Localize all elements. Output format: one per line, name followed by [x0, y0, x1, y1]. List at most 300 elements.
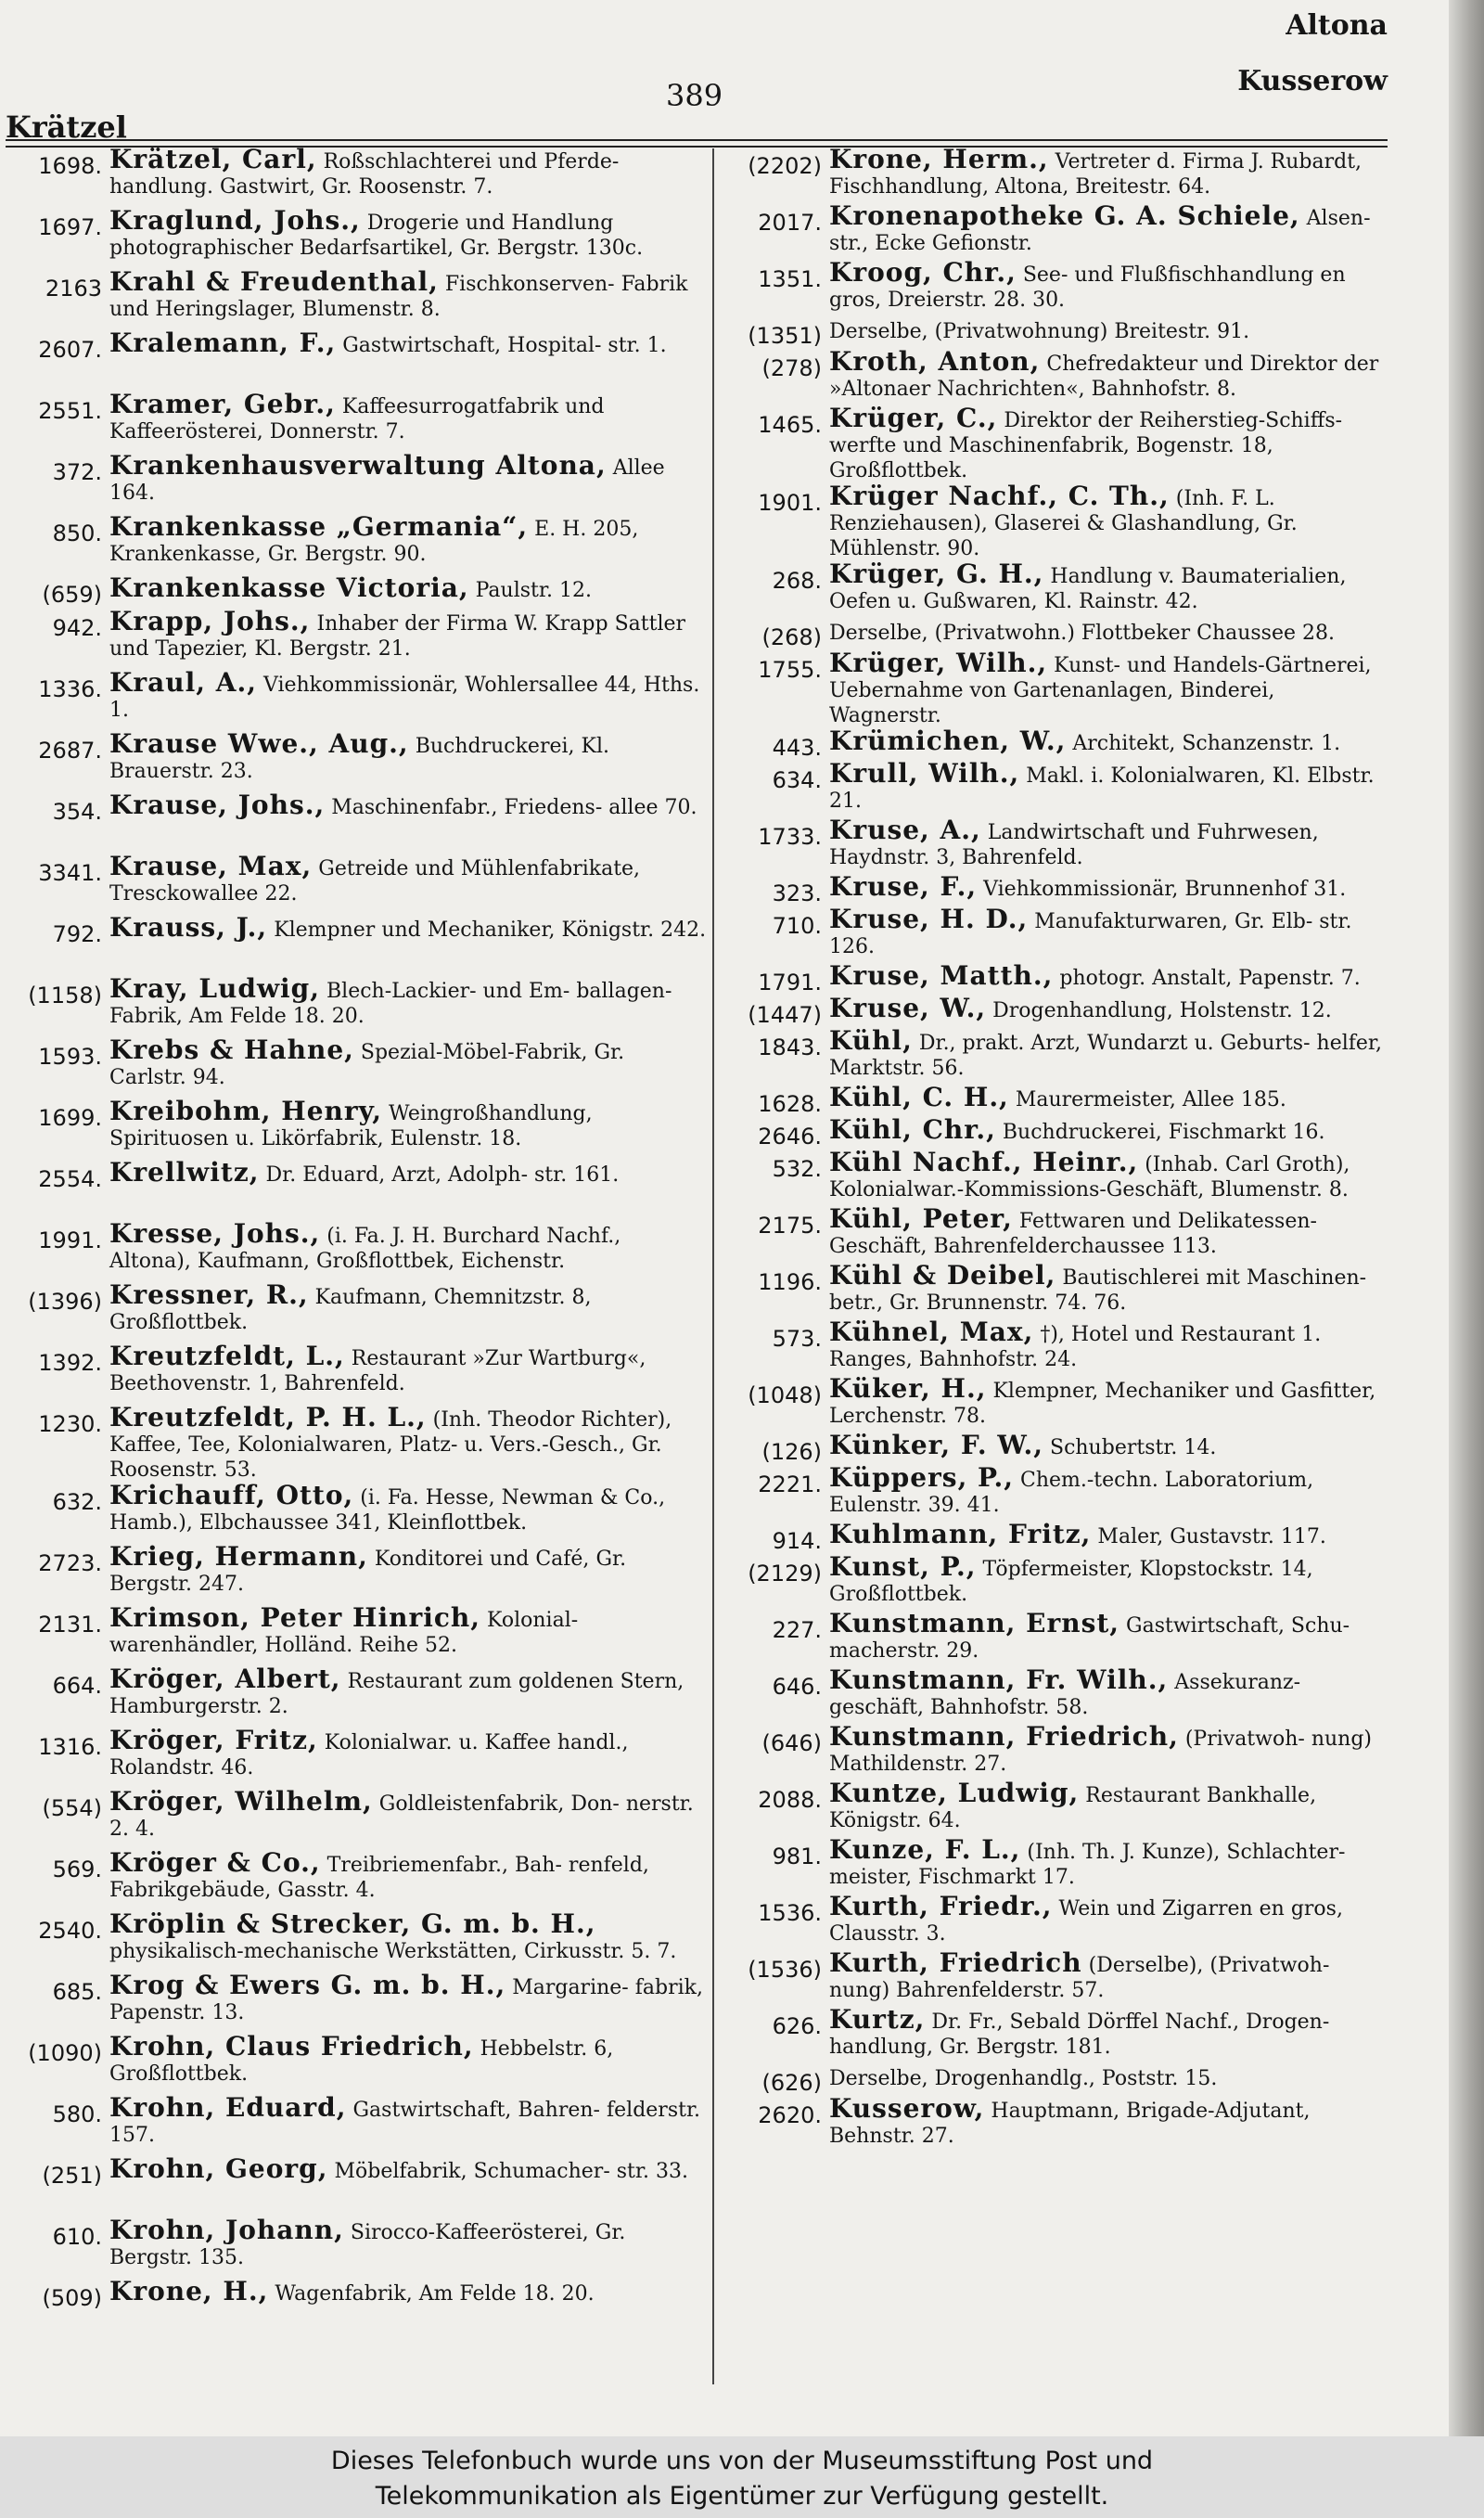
subscriber-name: Kralemann, F., — [109, 328, 337, 358]
subscriber-description: Maler, Gustavstr. 117. — [1097, 1525, 1326, 1548]
subscriber-address: Großflottbek. — [829, 1583, 968, 1606]
phone-number: (251) — [42, 2163, 102, 2189]
subscriber-name: Krull, Wilh., — [829, 758, 1020, 789]
phone-number: (268) — [761, 624, 822, 650]
subscriber-description: Alsen- — [1306, 207, 1371, 230]
subscriber-address: der »Altonaer Nachrichten«, Bahnhofstr. 8. — [829, 353, 1379, 401]
directory-entry — [2, 511, 707, 575]
entry-text — [102, 728, 707, 784]
subscriber-description: Assekuranz- — [1174, 1671, 1301, 1694]
directory-entry — [720, 1260, 1388, 1319]
subscriber-description: Chem.-techn. Laboratorium, — [1019, 1469, 1314, 1492]
subscriber-name: Krankenkasse „Germania“, — [109, 511, 529, 542]
subscriber-description: Goldleistenfabrik, Don- — [378, 1792, 620, 1816]
phone-number: 1843. — [758, 1034, 822, 1060]
entry-text — [102, 912, 707, 943]
directory-entry — [720, 758, 1388, 817]
directory-entry — [2, 2092, 707, 2156]
subscriber-address: helfer, Marktstr. 56. — [829, 1032, 1383, 1080]
phone-number: 685. — [52, 1979, 102, 2005]
subscriber-address: meister, Fischmarkt 17. — [829, 1866, 1075, 1889]
subscriber-name: Kurth, Friedrich — [829, 1947, 1082, 1978]
phone-number: (646) — [761, 1730, 822, 1756]
subscriber-description: Fettwaren und Delikatessen- — [1018, 1210, 1317, 1233]
directory-entry — [2, 330, 707, 392]
subscriber-name: Krahl & Freudenthal, — [109, 266, 439, 297]
directory-entry — [720, 906, 1388, 963]
phone-number: 1196. — [758, 1269, 822, 1295]
directory-entry — [2, 1725, 707, 1789]
subscriber-name: Kuntze, Ludwig, — [829, 1778, 1080, 1808]
entry-text — [102, 2276, 707, 2306]
subscriber-address: Haydnstr. 3, Bahrenfeld. — [829, 846, 1083, 869]
subscriber-description: Manufakturwaren, Gr. Elb- — [1034, 910, 1313, 933]
phone-number: 2540. — [38, 1918, 102, 1944]
entry-text — [102, 792, 707, 820]
phone-number: (1158) — [28, 983, 102, 1008]
subscriber-name: Kresse, Johs., — [109, 1218, 321, 1249]
subscriber-description: Spezial-Möbel-Fabrik, — [360, 1041, 588, 1064]
entry-text — [822, 257, 1388, 313]
subscriber-name: Kurth, Friedr., — [829, 1891, 1053, 1921]
subscriber-address: allee 70. — [608, 796, 697, 819]
subscriber-address: Fischhandlung, Altona, Breitestr. 64. — [829, 175, 1211, 199]
entry-text — [102, 851, 707, 906]
subscriber-description: Restaurant zum goldenen — [347, 1670, 614, 1693]
directory-entry — [720, 2093, 1388, 2152]
subscriber-description: (Inh. Theodor — [432, 1408, 575, 1432]
subscriber-description: Gastwirtschaft, Bahren- — [352, 2099, 600, 2122]
entry-text — [822, 871, 1388, 902]
subscriber-name: Kramer, Gebr., — [109, 389, 336, 419]
entry-text — [822, 1025, 1388, 1081]
phone-number: 1316. — [38, 1734, 102, 1760]
directory-entry — [720, 1114, 1388, 1150]
subscriber-address: Nachf., Altona), Kaufmann, Großflottbek, Eichenstr. — [109, 1225, 621, 1273]
entry-text — [102, 266, 707, 322]
subscriber-address: Behnstr. 27. — [829, 2125, 954, 2148]
directory-entry — [720, 650, 1388, 728]
subscriber-description: Dr. Fr., Sebald Dörffel Nachf., Drogen- — [931, 2011, 1330, 2034]
entry-text — [822, 1780, 1388, 1833]
subscriber-address: Beethovenstr. 1, Bahrenfeld. — [109, 1372, 405, 1395]
running-head-last-entry: Kusserow — [1237, 65, 1388, 97]
phone-number: 792. — [52, 921, 102, 947]
subscriber-address: Clausstr. 3. — [829, 1922, 946, 1946]
subscriber-description: Paulstr. 12. — [475, 579, 592, 602]
subscriber-name: Krause Wwe., Aug., — [109, 728, 409, 759]
directory-entry — [720, 483, 1388, 561]
subscriber-description: Wein und Zigarren en gros, — [1058, 1897, 1343, 1921]
subscriber-description: Makl. i. Kolonialwaren, Kl. — [1026, 764, 1301, 788]
subscriber-description: E. H. 205, — [534, 518, 639, 541]
directory-entry — [2, 1908, 707, 1972]
entry-text — [102, 1402, 707, 1483]
subscriber-address: physikalisch-mechanische Werkstätten, Cirkusstr. 5. 7. — [109, 1940, 677, 1963]
subscriber-address: Königstr. 64. — [829, 1809, 961, 1832]
entry-text — [822, 1462, 1388, 1518]
directory-entry — [2, 572, 707, 609]
subscriber-name: Krauss, J., — [109, 912, 268, 943]
subscriber-description: Weingroßhandlung, — [389, 1102, 593, 1125]
entry-text — [102, 1602, 707, 1658]
phone-number: 354. — [52, 799, 102, 825]
subscriber-description: Töpfermeister, Klopstockstr. 14, — [982, 1558, 1313, 1581]
subscriber-description: Klempner und Mechaniker, — [274, 919, 556, 942]
directory-entry — [720, 316, 1388, 349]
subscriber-name: Krichauff, Otto, — [109, 1480, 354, 1510]
subscriber-description: Buchdruckerei, Kl. — [415, 735, 609, 758]
subscriber-description: Inhaber der Firma W. Krapp — [316, 612, 608, 636]
phone-number: 2017. — [758, 210, 822, 236]
entry-text — [822, 1260, 1388, 1316]
phone-number: 1698. — [38, 153, 102, 179]
phone-number: 268. — [772, 568, 822, 594]
phone-number: 580. — [52, 2101, 102, 2127]
directory-entry — [2, 1218, 707, 1282]
entry-text — [822, 316, 1388, 344]
entry-text — [822, 1373, 1388, 1429]
entry-text — [822, 561, 1388, 614]
subscriber-address: en gros, Dreierstr. 28. 30. — [829, 263, 1346, 312]
directory-entry — [720, 1462, 1388, 1522]
entry-text — [102, 389, 707, 444]
subscriber-name: Krog & Ewers G. m. b. H., — [109, 1970, 506, 2000]
subscriber-address: photographischer Bedarfsartikel, Gr. Bergstr. 130c. — [109, 237, 644, 260]
directory-entry — [2, 1666, 707, 1728]
directory-entry — [720, 1432, 1388, 1465]
subscriber-name: Krüger, G. H., — [829, 559, 1044, 589]
phone-number: (554) — [42, 1795, 102, 1821]
phone-number: (1351) — [748, 323, 822, 349]
phone-number: 2221. — [758, 1471, 822, 1497]
subscriber-name: Kruse, Matth., — [829, 960, 1054, 991]
directory-entry — [2, 205, 707, 269]
subscriber-description: Maurermeister, Allee 185. — [1015, 1088, 1286, 1111]
phone-number: 1536. — [758, 1900, 822, 1926]
entry-text — [822, 1664, 1388, 1720]
footer-line-2: Telekommunikation als Eigentümer zur Verfügung gestellt. — [375, 2482, 1109, 2511]
subscriber-name: Küker, H., — [829, 1373, 987, 1404]
subscriber-name: Kühl, C. H., — [829, 1082, 1009, 1112]
entry-text — [822, 2004, 1388, 2060]
subscriber-name: Kreutzfeldt, L., — [109, 1341, 345, 1371]
subscriber-description: Gastwirtschaft, Schu- — [1126, 1614, 1350, 1638]
directory-entry — [720, 1319, 1388, 1376]
phone-number: 2620. — [758, 2102, 822, 2128]
subscriber-description: Kunst- und Handels-Gärtnerei, — [1054, 654, 1372, 677]
entry-text — [102, 2031, 707, 2087]
directory-entry — [2, 973, 707, 1037]
directory-entry — [2, 1972, 707, 2034]
subscriber-description: Buchdruckerei, Fischmarkt 16. — [1002, 1121, 1325, 1144]
subscriber-description: Viehkommissionär, Brunnenhof 31. — [983, 878, 1347, 901]
phone-number: 1791. — [758, 970, 822, 996]
subscriber-description: Chefredakteur und Direktor — [1046, 353, 1337, 376]
phone-number: (659) — [42, 582, 102, 608]
directory-entry — [2, 144, 707, 208]
subscriber-address: Kolonialwar.-Kommissions-Geschäft, Blumenstr. 8. — [829, 1178, 1349, 1201]
subscriber-name: Kusserow, — [829, 2093, 985, 2124]
subscriber-name: Krimson, Peter Hinrich, — [109, 1602, 481, 1633]
directory-entry — [720, 1147, 1388, 1206]
subscriber-name: Krohn, Eduard, — [109, 2092, 347, 2123]
phone-number: 443. — [772, 735, 822, 761]
entry-text — [102, 1908, 707, 1964]
entry-text — [102, 1847, 707, 1903]
subscriber-name: Kühl Nachf., Heinr., — [829, 1147, 1139, 1177]
directory-entry — [720, 346, 1388, 405]
subscriber-address: Richter), Kaffee, Tee, Kolonialwaren, Platz- u. Vers.-Gesch., Gr. Roosenstr. 53. — [109, 1408, 672, 1482]
subscriber-name: Krellwitz, — [109, 1157, 260, 1188]
phone-number: (1447) — [748, 1002, 822, 1028]
subscriber-name: Krüger, Wilh., — [829, 648, 1048, 678]
subscriber-description: (Derselbe), (Privatwoh- — [1088, 1954, 1330, 1977]
entry-text — [822, 1147, 1388, 1202]
directory-entry — [720, 1519, 1388, 1554]
subscriber-address: Uebernahme von Gartenanlagen, Binderei, Wagnerstr. — [829, 679, 1275, 727]
left-column — [2, 144, 707, 2312]
subscriber-name: Krone, H., — [109, 2276, 269, 2306]
subscriber-address: macherstr. 29. — [829, 1639, 979, 1663]
phone-number: 1230. — [38, 1411, 102, 1437]
subscriber-description: (Inhab. Carl Groth), — [1145, 1153, 1350, 1176]
subscriber-name: Krohn, Johann, — [109, 2215, 344, 2245]
phone-number: 1901. — [758, 490, 822, 516]
subscriber-name: Kronenapotheke G. A. Schiele, — [829, 200, 1300, 231]
directory-entry — [720, 1780, 1388, 1837]
entry-text — [102, 1218, 707, 1274]
subscriber-description: Handlung v. Baumaterialien, — [1050, 565, 1347, 588]
subscriber-address: str. 126. — [829, 910, 1352, 958]
subscriber-description: Klempner, Mechaniker und — [992, 1380, 1274, 1403]
phone-number: 981. — [772, 1844, 822, 1869]
phone-number: (278) — [761, 355, 822, 381]
subscriber-address: Geschäft, Bahrenfelderchaussee 113. — [829, 1235, 1217, 1258]
entry-text — [822, 200, 1388, 256]
phone-number: 610. — [52, 2224, 102, 2250]
footer-line-1: Dieses Telefonbuch wurde uns von der Museumsstiftung Post und — [330, 2447, 1154, 2475]
phone-number: 914. — [772, 1528, 822, 1554]
subscriber-description: (i. Fa. J. H. Burchard — [326, 1225, 541, 1248]
subscriber-description: Treibriemenfabr., Bah- — [326, 1854, 562, 1877]
phone-number: 1465. — [758, 412, 822, 438]
subscriber-description: Getreide und Mühlenfabrikate, — [318, 857, 641, 880]
subscriber-address: & Co., Hamb.), Elbchaussee 341, Kleinflottbek. — [109, 1486, 666, 1535]
subscriber-name: Kröger, Wilhelm, — [109, 1786, 373, 1817]
entry-text — [102, 2092, 707, 2148]
directory-entry — [720, 405, 1388, 483]
subscriber-description: Restaurant »Zur Wartburg«, — [351, 1347, 646, 1370]
subscriber-description: Dr. Eduard, Arzt, Adolph- — [265, 1163, 528, 1187]
subscriber-description: †), Hotel und Restaurant — [1040, 1323, 1296, 1346]
subscriber-address: Elbstr. 21. — [829, 764, 1375, 813]
subscriber-address: Großflottbek. — [109, 2062, 249, 2086]
subscriber-address: Oefen u. Gußwaren, Kl. Rainstr. 42. — [829, 590, 1198, 613]
phone-number: 372. — [52, 459, 102, 485]
phone-number: 1392. — [38, 1350, 102, 1376]
phone-number: 1733. — [758, 824, 822, 850]
entry-text — [822, 1947, 1388, 2003]
subscriber-description: Kaffeesurrogatfabrik und — [341, 395, 605, 418]
subscriber-address: str. 161. — [534, 1163, 620, 1187]
entry-text — [822, 758, 1388, 814]
directory-entry — [2, 606, 707, 670]
phone-number: (2129) — [748, 1561, 822, 1587]
subscriber-description: Margarine- — [512, 1976, 629, 1999]
entry-text — [102, 1343, 707, 1396]
subscriber-address: str. 1. — [608, 334, 667, 357]
running-head-place: Altona — [1286, 9, 1388, 42]
phone-number: 227. — [772, 1617, 822, 1643]
subscriber-name: Krohn, Georg, — [109, 2153, 328, 2184]
entry-text — [822, 1721, 1388, 1777]
subscriber-address: Kaffeerösterei, Donnerstr. 7. — [109, 420, 405, 443]
subscriber-address: Gasfitter, Lerchenstr. 78. — [829, 1380, 1376, 1428]
directory-entry — [2, 2276, 707, 2312]
subscriber-name: Kröger, Albert, — [109, 1664, 341, 1694]
directory-entry — [2, 728, 707, 792]
column-divider — [712, 148, 714, 2384]
subscriber-description: Maschinenfabr., Friedens- — [331, 796, 603, 819]
subscriber-name: Kraglund, Johs., — [109, 205, 361, 236]
directory-entry — [720, 1551, 1388, 1611]
subscriber-address: handlung, Gr. Bergstr. 181. — [829, 2036, 1111, 2059]
directory-entry — [2, 1402, 707, 1483]
subscriber-name: Kruse, F., — [829, 871, 978, 902]
subscriber-description: (i. Fa. Hesse, Newman — [360, 1486, 594, 1510]
subscriber-description: Architekt, Schanzenstr. 1. — [1072, 732, 1341, 755]
phone-number: 569. — [52, 1856, 102, 1882]
footer-notice — [0, 2436, 1484, 2518]
subscriber-name: Kunstmann, Fr. Wilh., — [829, 1664, 1169, 1695]
subscriber-address: Bergstr. 135. — [109, 2246, 244, 2269]
subscriber-address: renfeld, Fabrikgebäude, Gasstr. 4. — [109, 1854, 649, 1902]
phone-number: 2554. — [38, 1166, 102, 1192]
subscriber-name: Kroog, Chr., — [829, 257, 1017, 288]
subscriber-description: Kolonial- — [487, 1609, 579, 1632]
subscriber-name: Kröplin & Strecker, G. m. b. H., — [109, 1908, 596, 1939]
subscriber-description: Hauptmann, Brigade-Adjutant, — [991, 2100, 1311, 2123]
subscriber-name: Kruse, W., — [829, 993, 987, 1023]
phone-number: 1628. — [758, 1091, 822, 1117]
entry-text — [102, 1541, 707, 1597]
phone-number: 2551. — [38, 398, 102, 424]
subscriber-description: Dr., prakt. Arzt, Wundarzt u. Geburts- — [918, 1032, 1311, 1055]
subscriber-address: str. 33. — [616, 2160, 688, 2183]
directory-entry — [720, 200, 1388, 260]
subscriber-address: felderstr. 157. — [109, 2099, 701, 2147]
entry-text — [822, 1203, 1388, 1259]
subscriber-name: Kuhlmann, Fritz, — [829, 1519, 1092, 1549]
subscriber-name: Kröger & Co., — [109, 1847, 321, 1878]
subscriber-name: Krätzel, Carl, — [109, 144, 317, 174]
subscriber-description: Drogenhandlung, Holstenstr. 12. — [992, 999, 1332, 1022]
directory-entry — [2, 851, 707, 915]
directory-entry — [2, 1786, 707, 1850]
entry-text — [822, 405, 1388, 483]
directory-entry — [2, 1541, 707, 1605]
phone-number: 323. — [772, 880, 822, 906]
entry-text — [102, 1972, 707, 2025]
directory-entry — [2, 792, 707, 854]
subscriber-address: 44, Hths. 1. — [109, 674, 700, 722]
entry-text — [102, 205, 707, 261]
directory-entry — [720, 817, 1388, 874]
subscriber-description: Derselbe, (Privatwohn.) Flottbeker Chaussee 28. — [829, 622, 1335, 645]
entry-text — [102, 1725, 707, 1780]
subscriber-description: Hebbelstr. 6, — [480, 2037, 614, 2061]
subscriber-name: Kühl & Deibel, — [829, 1260, 1056, 1291]
subscriber-name: Krone, Herm., — [829, 144, 1049, 174]
entry-text — [102, 1098, 707, 1151]
directory-entry — [2, 1279, 707, 1343]
entry-text — [102, 144, 707, 199]
entry-text — [822, 1608, 1388, 1664]
directory-entry — [720, 1203, 1388, 1263]
entry-text — [822, 817, 1388, 870]
subscriber-name: Kray, Ludwig, — [109, 973, 321, 1004]
phone-number: 1593. — [38, 1044, 102, 1070]
subscriber-description: photogr. Anstalt, Papenstr. 7. — [1059, 967, 1361, 990]
subscriber-description: Kaufmann, Chemnitzstr. 8, — [314, 1286, 592, 1309]
subscriber-description: Möbelfabrik, Schumacher- — [334, 2160, 610, 2183]
subscriber-address: Renziehausen), Glaserei & Glashandlung, Gr. Mühlenstr. 90. — [829, 512, 1298, 560]
phone-number: 3341. — [38, 860, 102, 886]
phone-number: 1351. — [758, 266, 822, 292]
directory-entry — [2, 2031, 707, 2095]
entry-text — [102, 511, 707, 567]
subscriber-name: Kröger, Fritz, — [109, 1725, 318, 1755]
subscriber-description: Gastwirtschaft, Hospital- — [342, 334, 602, 357]
directory-entry — [720, 1891, 1388, 1950]
entry-text — [102, 1157, 707, 1188]
subscriber-name: Kruse, H. D., — [829, 904, 1029, 934]
subscriber-description: Schubertstr. 14. — [1050, 1436, 1217, 1459]
subscriber-address: Sattler und Tapezier, Kl. Bergstr. 21. — [109, 612, 686, 661]
running-head-first-entry: Krätzel — [6, 109, 127, 145]
subscriber-description: (Inh. Th. J. Kunze), Schlachter- — [1027, 1841, 1346, 1864]
subscriber-address: Großflottbek. — [109, 1311, 249, 1334]
directory-entry — [720, 257, 1388, 316]
subscriber-description: Roßschlachterei und Pferde- — [323, 150, 620, 173]
subscriber-address: Tresckowallee 22. — [109, 882, 298, 906]
entry-text — [822, 483, 1388, 561]
entry-text — [102, 450, 707, 506]
directory-entry — [2, 1034, 707, 1098]
entry-text — [822, 1082, 1388, 1112]
subscriber-address: fabrik, Papenstr. 13. — [109, 1976, 703, 2024]
entry-text — [822, 1834, 1388, 1890]
phone-number: 2607. — [38, 337, 102, 363]
subscriber-address: ballagen-Fabrik, Am Felde 18. 20. — [109, 980, 672, 1028]
entry-text — [822, 960, 1388, 991]
subscriber-name: Kreutzfeldt, P. H. L., — [109, 1402, 427, 1432]
directory-entry — [720, 2004, 1388, 2063]
directory-entry — [720, 618, 1388, 650]
directory-entry — [720, 1373, 1388, 1432]
subscriber-name: Kühl, Peter, — [829, 1203, 1013, 1234]
entry-text — [102, 1666, 707, 1719]
phone-number: 1336. — [38, 676, 102, 702]
subscriber-name: Krapp, Johs., — [109, 606, 311, 636]
subscriber-address: Spirituosen u. Likörfabrik, Eulenstr. 18. — [109, 1127, 522, 1150]
subscriber-description: Direktor der Reiherstieg-Schiffs- — [1004, 409, 1343, 432]
subscriber-address: Eulenstr. 39. 41. — [829, 1494, 1000, 1517]
directory-entry — [2, 1602, 707, 1666]
subscriber-address: Stern, Hamburgerstr. 2. — [109, 1670, 684, 1718]
phone-number: (126) — [761, 1439, 822, 1465]
